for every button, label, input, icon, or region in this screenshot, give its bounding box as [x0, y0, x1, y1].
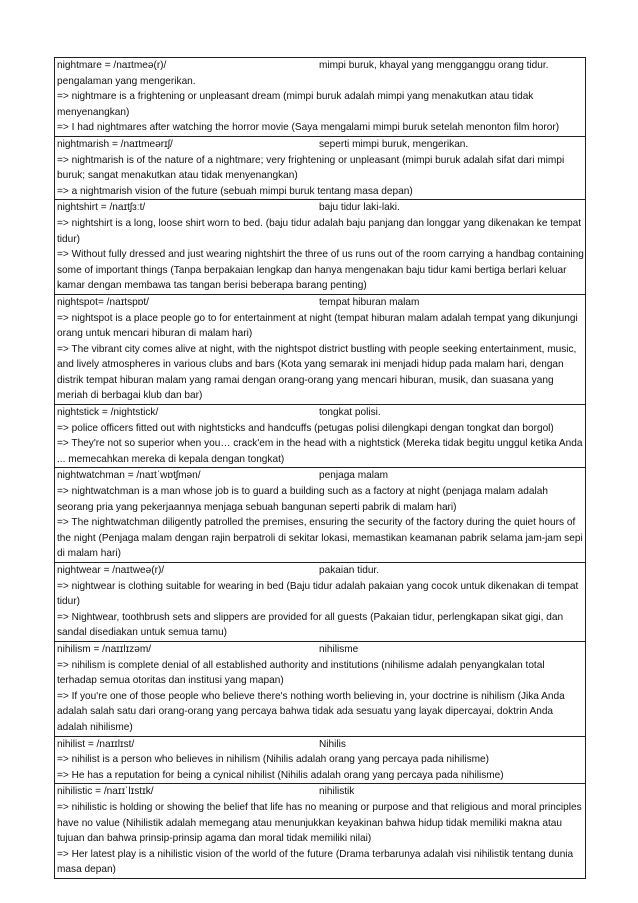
vocabulary-table — [54, 57, 586, 879]
headword-pronunciation: nightwear = /naɪtweə(r)/ — [57, 565, 165, 576]
entry-header — [57, 295, 584, 311]
headword-pronunciation: nightwatchman = /naɪtˈwɒtʃmən/ — [57, 470, 201, 482]
example-line: => nihilism is complete denial of all established authority and institutions (nihilisme adalah penyangkalan total terhadap semua otoritas dan institusi yang mapan) — [57, 659, 545, 687]
headword-translation: tempat hiburan malam — [319, 296, 420, 308]
definition-continuation: pengalaman yang mengerikan. — [57, 75, 196, 87]
example-line: => Nightwear, toothbrush sets and slippers are provided for all guests (Pakaian tidur, perlengkapan sikat gigi, dan sandal disediakan untuk semua tamu) — [57, 611, 564, 639]
headword-translation: penjaga malam — [319, 470, 389, 482]
entry-header — [57, 737, 584, 753]
example-line: => Her latest play is a nihilistic vision of the world of the future (Drama terbarunya adalah visi nihilistik tentang dunia masa depan) — [57, 848, 574, 876]
headword-translation: nihilisme — [319, 643, 359, 655]
example-line: => nightwear is clothing suitable for wearing in bed (Baju tidur adalah pakaian yang cocok untuk dikenakan di tempat tidur) — [57, 580, 579, 608]
vocab-entry — [55, 200, 585, 295]
vocab-entry — [55, 295, 585, 405]
entry-header — [57, 405, 584, 421]
headword-pronunciation: nightshirt = /naɪtʃɜːt/ — [57, 202, 146, 214]
example-line: => nightwatchman is a man whose job is to guard a building such as a factory at night (penjaga malam adalah seorang pria yang pekerjaannya menjaga sebuah bangunan seperti pabrik di malam hari) — [57, 486, 548, 513]
headword-translation: nihilistik — [319, 786, 355, 798]
entry-header — [57, 200, 584, 216]
example-line: => nightspot is a place people go to for entertainment at night (tempat hiburan malam adalah tempat yang dikunjungi orang untuk mencari hiburan di malam hari) — [57, 312, 578, 340]
vocab-entry — [55, 737, 585, 785]
headword-translation: seperti mimpi buruk, mengerikan. — [319, 138, 469, 150]
example-line: => They're not so superior when you… crack'em in the head with a nightstick (Mereka tidak begitu unggul ketika Anda ... memecahkan mereka di kepala dengan tongkat) — [57, 438, 583, 465]
example-line: => nightshirt is a long, loose shirt worn to bed. (baju tidur adalah baju panjang dan longgar yang dikenakan ke tempat tidur) — [57, 217, 582, 245]
example-line: => He has a reputation for being a cynical nihilist (Nihilis adalah orang yang percaya pada nihilisme) — [57, 769, 504, 781]
headword-translation: baju tidur laki-laki. — [319, 202, 400, 214]
vocab-entry — [55, 563, 585, 642]
example-line: => nightmare is a frightening or unpleasant dream (mimpi buruk adalah mimpi yang menakutkan atau tidak menyenangkan) — [57, 91, 534, 118]
headword-pronunciation: nihilistic = /naɪɪˈlɪstɪk/ — [57, 786, 154, 798]
headword-pronunciation: nihilist = /naɪɪlɪst/ — [57, 738, 135, 750]
example-line: => Without fully dressed and just wearing nightshirt the three of us runs out of the room carrying a handbag containing some of important things (Tanpa berpakaian lengkap dan hanya mengenakan baju tidur kami bertiga berlari keluar kamar dengan membawa tas tangan berisi beberapa barang penting) — [57, 249, 584, 292]
example-line: => nightmarish is of the nature of a nightmare; very frightening or unpleasant (mimpi buruk adalah sifat dari mimpi buruk; sangat menakutkan atau tidak menyenangkan) — [57, 154, 565, 182]
headword-pronunciation: nihilism = /naɪɪlɪzəm/ — [57, 643, 152, 655]
entry-header — [57, 137, 584, 153]
entry-header — [57, 468, 584, 484]
example-line: => nihilist is a person who believes in nihilism (Nihilis adalah orang yang percaya pada nihilisme) — [57, 754, 490, 766]
example-line: => If you're one of those people who believe there's nothing worth believing in, your doctrine is nihilism (Jika Anda adalah salah satu dari orang-orang yang percaya bahwa tidak ada sesuatu yang layak dipercayai, doktrin Anda adalah nihilisme) — [57, 690, 565, 733]
example-line: => nihilistic is holding or showing the belief that life has no meaning or purpose and that religious and moral principles have no value (Nihilistik adalah memegang atau menunjukkan keyakinan bahwa hidup tidak memiliki makna atau tujuan dan bahwa prinsip-prinsip agama dan moral tidak memiliki nilai) — [57, 801, 582, 845]
entry-header — [57, 642, 584, 658]
vocab-entry — [55, 137, 585, 200]
headword-translation: pakaian tidur. — [319, 565, 380, 576]
headword-translation: Nihilis — [319, 738, 346, 750]
vocab-entry — [55, 642, 585, 737]
example-line: => police officers fitted out with nightsticks and handcuffs (petugas polisi dilengkapi dengan tongkat dan borgol) — [57, 422, 554, 434]
example-line: => a nightmarish vision of the future (sebuah mimpi buruk tentang masa depan) — [57, 185, 413, 197]
entry-header — [57, 784, 584, 800]
example-line: => The vibrant city comes alive at night, with the nightspot district bustling with people seeking entertainment, music, and lively atmospheres in various clubs and bars (Kota yang semarak ini menjadi hidup pada malam hari, dengan distrik tempat hiburan malam yang ramai dengan orang-orang yang mencari hiburan, musik, dan suasana yang meriah di berbagai klub dan bar) — [57, 343, 577, 402]
headword-translation: tongkat polisi. — [319, 407, 381, 419]
vocab-entry — [55, 405, 585, 468]
entry-header — [57, 563, 584, 579]
entry-header — [57, 58, 584, 74]
vocab-entry — [55, 58, 585, 137]
headword-pronunciation: nightspot= /naɪtspɒt/ — [57, 296, 149, 308]
headword-pronunciation: nightstick = /nightstick/ — [57, 407, 159, 419]
headword-translation: mimpi buruk, khayal yang mengganggu orang tidur. — [319, 60, 549, 71]
vocab-entry — [55, 468, 585, 563]
headword-pronunciation: nightmare = /naɪtmeə(r)/ — [57, 60, 167, 71]
vocab-entry — [55, 784, 585, 879]
example-line: => The nightwatchman diligently patrolled the premises, ensuring the security of the factory during the quiet hours of the night (Penjaga malam dengan rajin berpatroli di sekitar lokasi, memastikan keamanan pabrik selama jam-jam sepi di malam hari) — [57, 517, 583, 560]
headword-pronunciation: nightmarish = /naɪtmeərɪʃ/ — [57, 138, 173, 150]
example-line: => I had nightmares after watching the horror movie (Saya mengalami mimpi buruk setelah menonton film horor) — [57, 122, 560, 134]
